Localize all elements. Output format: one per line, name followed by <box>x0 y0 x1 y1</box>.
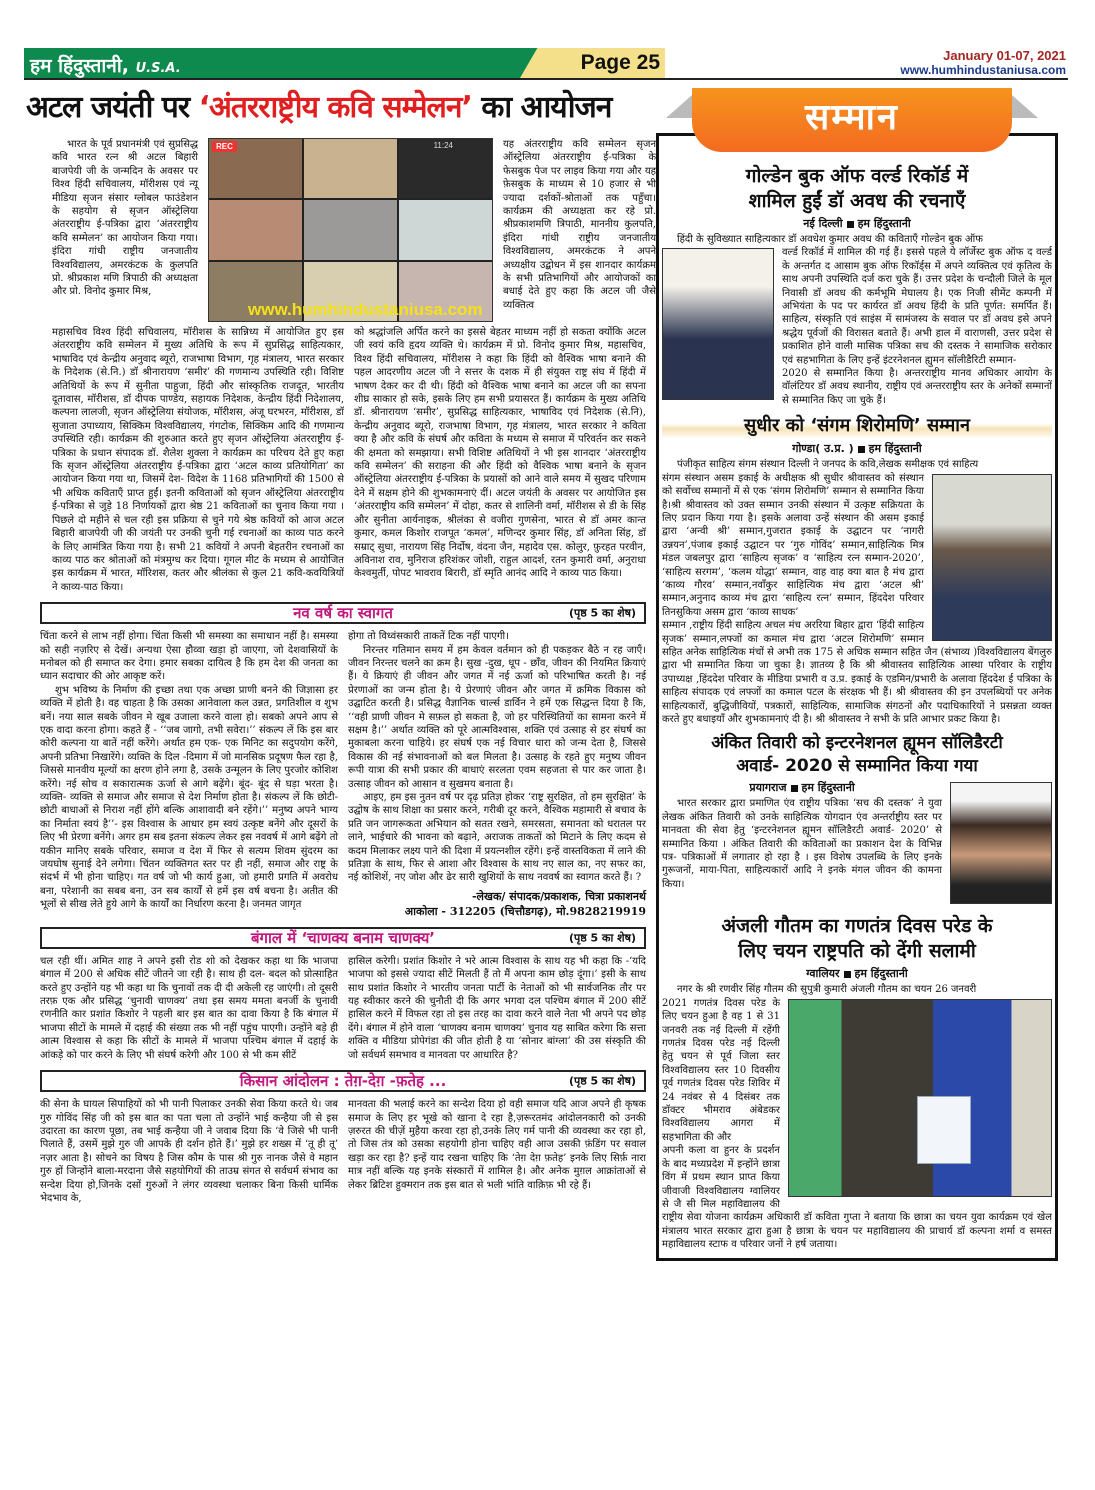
section-title-bengal: बंगाल में ‘चाणक्य बनाम चाणक्य’ <box>250 928 436 947</box>
bengal-col1 <box>40 955 338 1062</box>
lead-col2-intro-text: यह अंतरराष्ट्रीय कवि सम्मेलन सृजन ऑस्ट्रेलिया अंतरराष्ट्रीय ई-पत्रिका के फेसबुक पेज पर लाइव किया गया और यह फ़ेसबुक के माध्यम से 10 हजार से भी ज्यादा दर्शकों-श्रोताओं तक पहुँचा। कार्यक्रम की अध्यक्षता कर रहे प्रो. श्रीप्रकाशमणि त्रिपाठी, माननीय कुलपति, इंदिरा गांधी राष्ट्रीय जनजातीय विश्वविद्यालय, अमरकंटक ने अपने अध्यक्षीय उद्बोधन में इस शानदार कार्यक्रम के सभी प्रतिभागियों और आयोजकों का बधाई देते हुए कहा कि अटल जी जैसे व्यक्तित्व <box>503 139 656 311</box>
section-title-kisan: किसान आंदोलन : तेग़-देग़ -फ़तेह ... <box>239 1072 447 1091</box>
headline-part1: अटल जयंती पर <box>26 90 190 125</box>
website-link[interactable]: www.humhindustaniusa.com <box>900 63 1066 77</box>
nav-varsh-col1-p1: चिंता करने से लाभ नहीं होगा। चिंता किसी भी समस्या का समाधान नहीं है। समस्या को सही नज़रिए से देखें। अन्यथा ऐसा हौव्वा खड़ा हो जाएगा, जो देशवासियों के मनोबल को ही समाप्त कर देगा। हमार सबका दायित्व है कि हम देश की जनता का ध्यान सदाचार की ओर आकृष्ट करें। <box>40 631 338 683</box>
samman-banner-text: सम्मान <box>805 97 899 138</box>
section-bar-kisan <box>40 1070 646 1092</box>
lead-headline <box>26 86 646 130</box>
kisan-col2 <box>348 1098 646 1192</box>
masthead-rule <box>24 78 1068 80</box>
bullet-square-icon <box>791 785 798 792</box>
kisan-col1-text: की सेना के घायल सिपाहियों को भी पानी पिलाकर उनकी सेवा किया करते थे। जब गुरु गोविंद सिंह जी को इस बात का पता चला तो उन्होंने भाई कन्हैया जी से इस उदारता का कारण पूछा, तब भाई कन्हैया जी ने जवाब दिया कि ‘वे जिसे भी पानी पिलाते हैं, उसमें मुझे गुरु जी आपके ही दर्शन होते हैं।’ मुझे हर शख्स में ‘तू ही तू’ नज़र आता है। सोचने का विषय है जिस कौम के पास श्री गुरु नानक जैसे वे महान गुरु हों जिन्होंने बाला-मरदाना जैसे सहयोगियों की ताउम्र संगत से सर्वधर्म संभाव का सन्देश दिया हो,जिनके दसों गुरुओं ने लंगर व्यवस्था चलाकर बिना किसी धार्मिक भेदभाव के, <box>40 1099 338 1204</box>
ankit-tiwari-photo <box>950 782 1052 904</box>
issue-date: January 01-07, 2021 <box>943 48 1066 63</box>
paper-name-text: हम हिंदुस्तानी, <box>30 55 129 77</box>
story2-place: गोण्डा( उ.प्र. ) <box>792 442 854 456</box>
story3-body: भारत सरकार द्वारा प्रमाणित एंव राष्ट्रीय पत्रिका ‘सच की दस्तक’ ने युवा लेखक अंकित तिवारी को उनके साहित्यिक योगदान एंव अन्तर्राष्ट्रीय स्तर पर मानवता की सेवा हेतु ‘इन्टरनेशनल ह्यूमन सॉलिडैरटी अवार्ड- 2020’ से सम्मानित किया । अंकित तिवारी की कविताओं का प्रकाशन देश के विभिन्न पत्र- पत्रिकाओं में लगातार हो रहा है । इस विशेष उपलब्धि के लिए इनके गुरूजनों, माया-पिता, साहित्यकारों आदि ने इनके मंगल जीवन की कामना किया। <box>662 798 942 890</box>
participant-tile <box>304 139 397 198</box>
nav-varsh-col1 <box>40 630 338 912</box>
zoom-grid <box>208 138 493 322</box>
nav-varsh-col2-p2: निरन्तर गतिमान समय में हम केवल वर्तमान को ही पकड़कर बैठे न रह जाएँ। जीवन निरन्तर चलने का क्रम है। सुख -दुख, धूप - छाँव, जीवन की नियमित क्रियाएं हैं। ये क्रियाएं ही जीवन और जगत में नई ऊर्जा को परिभाषित करती है। नई प्रेरणाओं का जन्म होता है। ये प्रेरणाएं जीवन और जगत में क्रमिक विकास को उद्घाटित करती है। प्रसिद्ध वैज्ञानिक चार्ल्स डार्विन ने हमें एक सिद्धन्त दिया है कि, ‘‘वही प्राणी जीवन मे सफ़ल हो सकता है, जो हर परिस्थितियों का सामना करने में सक्षम है।’’ अर्थात व्यक्ति को पूरे आत्मविश्वास, शक्ति एवं उत्साह से हर संघर्ष का मुकाबला करना चाहिये। हर संघर्ष एक नई विचार धारा को जन्म देता है, जिससे विकास की नई संभावनाओं को बल मिलता है। उत्साह के रहते हुए मनुष्य जीवन रूपी यात्रा की सभी प्रकार की बाधाएं सरलता एवम सहजता से पार कर जाता है। उत्साह जीवन को आसान व सुखमय बनाता है। <box>348 644 646 790</box>
story1-text <box>662 233 1052 407</box>
rec-badge: REC <box>212 141 237 152</box>
author-byline: -लेखक/ संपादक/प्रकाशक, चित्रा प्रकाशनर्थ <box>471 889 646 903</box>
headline-highlight: ‘अंतरराष्ट्रीय कवि सम्मेलन’ <box>198 90 472 125</box>
bullet-square-icon <box>844 971 851 978</box>
bengal-col2-text: हासिल करेगी। प्रशांत किशोर ने भरे आत्म विश्वास के साथ यह भी कहा कि -‘यदि भाजपा को इससे ज्यादा सीटें मिलती हैं तो मैं अपना काम छोड़ दूंगा।’ इसी के साथ साथ प्रशांत किशोर ने भारतीय जनता पार्टी के नेताओं को भी सार्वजनिक तौर पर यह स्वीकार करने की चुनौती दी कि अगर भगवा दल पश्चिम बंगाल में 200 सीटें हासिल करने में विफल रहा तो इस तरह का दावा करने वाले नेता भी अपने पद छोड़ देंगे। बंगाल में होने वाला ‘चाणक्य बनाम चाणक्य’ चुनाव यह साबित करेगा कि सत्ता शक्ति व मीडिया प्रोपेगंडा की जीत होती है या ‘सोनार बांग्ला’ की उस संस्कृति की जो सर्वधर्म समभाव व मानवता पर आधारित है? <box>348 955 646 1061</box>
anjali-gautam-photo <box>788 999 1052 1197</box>
story2-lead: पंजीकृत साहित्य संगम संस्थान दिल्ली ने जनपद के कवि,लेखक समीक्षक एवं साहित्य <box>677 459 979 471</box>
author-address: आकोला - 312205 (चित्तौडगढ़), मो.9828219919 <box>404 904 646 918</box>
bengal-col1-text: चल रही थीं। अमित शाह ने अपने इसी रोड शो को देखकर कहा था कि भाजपा बंगाल में 200 से अधिक सीटें जीतने जा रही है। साथ ही दल- बदल को प्रोत्साहित करते हुए उन्होंने यह भी कहा था कि चुनावों तक दी दी अकेली रह जाएंगी। तो दूसरी तरफ़ एक और प्रसिद्ध ‘चुनावी चाणक्य’ तथा इस समय ममता बनर्जी के चुनावी रणनीति कार प्रशांत किशोर ने पहली बार इस बात का दावा किया है कि बंगाल में भाजपा सीटों के मामले में दहाई की संख्या तक भी नहीं पहुंच पाएगी। उन्होंने बड़े ही आत्म विश्वास से कहा कि सीटों के मामले में भाजपा पश्चिम बंगाल में दहाई के आंकड़े को पार करने के लिए भी संघर्ष करेगी और 100 से भी कम सीटें <box>40 955 338 1061</box>
participant-tile <box>399 200 492 259</box>
story3-headline-line1: अंकित तिवारी को इन्टरनेशनल ह्यूमन सॉलिडैरटी <box>711 733 1003 754</box>
story2-tail: सम्मान ,राष्ट्रीय हिंदी साहित्य अचल मंच अररिया बिहार द्वारा ‘हिंदी साहित्य सृजक’ सम्मान,लफ्जों का कमाल मंच द्वारा ‘अटल शिरोमणि’ सम्मान सहित अनेक साहित्यिक मंचों से अभी तक 175 से अधिक सम्मान सहित जैन (संभाव्य )विश्वविद्यालय बेंगलुरु द्वारा भी सम्मानित किया जा चुका है। ज्ञातव्य है कि श्री श्रीवास्तव साहित्यिक आस्था परिवार के राष्ट्रीय उपाध्यक्ष ,हिंददेश परिवार के मीडिया प्रभारी व उ.प्र. इकाई के एडमिन/प्रभारी के अलावा हिंददेश ई पत्रिका के साहित्य संपादक एवं लफ्जों का कमाल पटल के संरक्षक भी हैं। श्री श्रीवास्तव की इन उपलब्धियों पर अनेक साहित्यकारों, बुद्धिजीवियों, पत्रकारों, साहित्यिक, सामाजिक संगठनों और पदाधिकारियों ने प्रसन्नता व्यक्त करते हुए बधाइयाँ और शुभकामनाएं दी है। श्री श्रीवास्तव ने सभी के प्रति आभार प्रकट किया है। <box>662 620 1052 725</box>
nav-varsh-body <box>40 630 646 919</box>
paper-name <box>30 52 181 78</box>
continued-ref: (पृष्ठ 5 का शेष) <box>568 606 636 620</box>
story4-body: 2021 गणतंत्र दिवस परेड के लिए चयन हुआ है वह 1 से 31 जनवरी तक नई दिल्ली में रहेंगी गणतंत्र दिवस परेड नई दिल्ली हेतु चयन से पूर्व जिला स्तर विश्वविद्यालय स्तर 10 दिवसीय पूर्व गणतंत्र दिवस परेड शिविर में 24 नवंबर से 4 दिसंबर तक डॉक्टर भीमराव अंबेडकर विश्वविद्यालय आगरा में सहभागिता की और <box>662 997 780 1143</box>
story2-headline: सुधीर को ‘संगम शिरोमणि’ सम्मान <box>662 413 1052 439</box>
story3-place: प्रयागराज <box>749 781 787 795</box>
headline-part2: का आयोजन <box>481 90 612 125</box>
certificate-image <box>917 1096 971 1164</box>
page-number: Page 25 <box>580 51 660 74</box>
story4-source: हम हिंदुस्तानी <box>854 967 908 981</box>
lead-col2-intro <box>503 138 656 322</box>
lead-col1-body <box>52 326 344 594</box>
story1-headline-line1: गोल्डेन बुक ऑफ वर्ल्ड रिकॉर्ड में <box>745 165 969 187</box>
kisan-body <box>40 1098 646 1205</box>
nav-varsh-col2 <box>348 630 646 919</box>
story2-text <box>662 458 1052 726</box>
story1 <box>662 158 1052 407</box>
bullet-square-icon <box>847 221 854 228</box>
story1-body: वर्ल्ड रिकॉर्ड में शामिल की गई हैं। इससे पहले ये लॉर्जेस्ट बुक ऑफ द वर्ल्ड के अन्तर्गत द आसाम बुक ऑफ रिकॉर्ड्स में अपने व्यक्तित्व एवं कृतित्व के साथ अपनी उपस्थिति दर्ज करा चुके हैं। उत्तर प्रदेश के चन्दौली जिले के मूल निवासी डॉ अवध की कर्मभूमि मेघालय है। एक निजी सीमेंट कम्पनी में अभियंता के पद पर कार्यरत डॉ अवध हिंदी के प्रति पूर्णत: समर्पित हैं। साहित्य, संस्कृति एवं साइंस में सामंजस्य के सवाल पर डॉ अवध इसे अपने श्रद्धेय पूर्वजों की विरासत बताते हैं। अभी हाल में वाराणसी, उत्तर प्रदेश से प्रकाशित होने वाली मासिक पत्रिका सच की दस्तक ने सामाजिक सरोकार एवं सहभागिता के लिए इन्हें इंटरनेशनल ह्युमन सॉलीडैरिटी सम्मान- <box>782 247 1052 366</box>
sudhir-photo <box>932 474 1052 641</box>
zoom-meeting-photo <box>208 138 493 322</box>
dr-awadh-photo <box>662 248 774 400</box>
participant-tile <box>304 200 397 259</box>
section-bar-nav-varsh <box>40 602 646 624</box>
nav-varsh-col1-p2: शुभ भविष्य के निर्माण की इच्छा तथा एक अच्छा प्राणी बनने की जिज्ञासा हर व्यक्ति में होती है। वह चाहता है कि उसका आनेवाला कल उन्नत, प्रगतिशील व शुभ बनें। नया साल सबके जीवन मे खूब उजाला करने वाला हो। सबको अपने आप से एक वादा करना होगा। कहते हैं - ‘‘जब जागो, तभी सवेरा।’’ संकल्प लें कि इस बार कोरी कल्पना या बातें नहीं करेंगे। अर्थात हम एक- एक मिनिट का सदुपयोग करेंगे, अपनी प्रतिभा निखारेंगे। व्यक्ति के दिल -दिमाग में जो मानसिक प्रदूषण फैल रहा है, जिससे मानवीय मूल्यों का क्षरण होने लगा है, उसके उन्मूलन के लिए पुरजोर कोशिश करेंगे। नई सोच व सकारात्मक ऊर्जा से आगे बढ़ेंगे। बूंद- बूंद से घड़ा भरता है। व्यक्ति- व्यक्ति से समाज और समाज से देश निर्माण होता है। संकल्प लें कि छोटी- छोटी बाधाओं से निराश नहीं होंगे बल्कि आशावादी बने रहेंगे।’’ मनुष्य अपने भाग्य का निर्माता स्वयं है’’- इस विश्वास के आधार हम स्वयं उत्कृष्ट बनेंगे और दूसरों के लिए भी प्रेरणा बनेंगे। अगर हम सब इतना संकल्प लेकर इस नववर्ष में आगे बढ़ेंगे तो यकीन मानिए सबके परिवार, समाज व देश में फिर से सत्यम शिवम सुंदरम का जयघोष सुनाई देने लगेगा। चिंतन व्यक्तिगत स्तर पर ही नहीं, समाज और राष्ट्र के संदर्भ में भी होना चाहिए। गत वर्ष जो भी कार्य हुआ, जो हमारी प्रगति में अवरोध बना, परेशानी का सबब बना, उन सब कार्यों से हमें इस वर्ष बचना है। अतीत की भूलों से सीख लेते हुये आगे के कार्यों का निर्धारण करना है। जनमत जागृत <box>40 684 338 911</box>
meeting-time: 11:24 <box>433 141 453 150</box>
story2-body: संगम संस्थान असम इकाई के अधीक्षक श्री सुधीर श्रीवास्तव को संस्थान को सर्वोच्च सम्मानों में से एक ‘संगम शिरोमणि’ सम्मान से सम्मानित किया है।श्री श्रीवास्तव को उक्त सम्मान उनकी संस्थान में उत्कृष्ट सक्रियता के लिए प्रदान किया गया है। इसके अलावा उन्हें संस्थान की असम इकाई द्वारा ‘अन्वी श्री’ सम्मान,गुजरात इकाई के उद्घाटन पर ‘नागरी उन्नयन’,पंजाब इकाई उद्घाटन पर ‘गुरु गोविंद’ सम्मान,साहित्यिक मित्र मंडल जबलपुर द्वारा ‘साहित्य सृजक’ व ‘साहित्य रत्न सम्मान-2020’, ‘साहित्य सरगम’, ‘कलम योद्धा’ सम्मान, वाह वाह क्या बात है मंच द्वारा ‘काव्य गौरव’ सम्मान,नवाँकुर साहित्यिक मंच द्वारा ‘अटल श्री’ सम्मान,अनुनाद काव्य मंच द्वारा ‘साहित्य रत्न’ सम्मान, हिंददेश परिवार तिनसुकिया असम द्वारा ‘काव्य साधक’ <box>662 472 924 618</box>
story1-source: हम हिंदुस्तानी <box>857 217 911 230</box>
bengal-body <box>40 955 646 1062</box>
continued-ref: (पृष्ठ 5 का शेष) <box>568 931 636 945</box>
story3-headline-line2: अवार्ड- 2020 से सम्मानित किया गया <box>736 756 978 777</box>
story3 <box>662 726 1052 908</box>
story4-text <box>662 983 1052 1251</box>
story4-headline <box>662 914 1052 964</box>
story4-headline-line1: अंजली गौतम का गणतंत्र दिवस परेड के <box>721 915 993 938</box>
lead-article <box>52 138 656 594</box>
kisan-col2-text: मानवता की भलाई करने का सन्देश दिया हो वही समाज यदि आज अपने ही कृषक समाज के लिए हर भूखे को खाना दे रहा है,ज़रूरतमंद आंदोलनकारी को उनकी ज़रुरत की चीज़ें मुहैया करवा रहा हो,उनके लिए गर्म पानी की व्यवस्था कर रहा हो, तो जिस तंत्र को उसका सहयोगी होना चाहिए वही आज उसकी फ़ंडिंग पर सवाल खड़ा कर रहा है? इन्हें याद रखना चाहिए कि ‘तेग़ देग़ फ़तेह’ इनके लिए सिर्फ़ नारा मात्र नहीं बल्कि यह इनके संस्कारों में शामिल है। और अनेक मुग़ल आक्रांताओं से लेकर ब्रिटिश हुक्मरान तक इस बात से भली भांति वाक़िफ़ भी रहे हैं। <box>348 1099 646 1191</box>
story1-tail: 2020 से सम्मानित किया है। अन्तरराष्ट्रीय मानव अधिकार आयोग के वॉलंटियर डॉ अवध स्थानीय, राष्ट्रीय एवं अन्तरराष्ट्रीय स्तर के अनेकों सम्मानों से सम्मानित किए जा चुके हैं। <box>782 368 1052 406</box>
lead-col1-intro-text: भारत के पूर्व प्रधानमंत्री एवं सुप्रसिद्ध कवि भारत रत्न श्री अटल बिहारी बाजपेयी जी के जन्मदिन के अवसर पर विश्व हिंदी सचिवालय, मॉरीशस एवं न्यू मीडिया सृजन संसार ग्लोबल फाउंडेशन के सहयोग से सृजन ऑस्ट्रेलिया अंतरराष्ट्रीय ई-पत्रिका द्वारा ‘अंतरराष्ट्रीय कवि सम्मेलन’ का आयोजन किया गया। इंदिरा गांधी राष्ट्रीय जनजातीय विश्वविद्यालय, अमरकंटक के कुलपति प्रो. श्रीप्रकाश मणि त्रिपाठी की अध्यक्षता और प्रो. विनोद कुमार मिश्र, <box>52 139 198 298</box>
continued-ref: (पृष्ठ 5 का शेष) <box>568 1074 636 1088</box>
lead-col1-intro <box>52 138 198 322</box>
story4-lead: नगर के श्री रणवीर सिंह गौतम की सुपुत्री कुमारी अंजली गौतम का चयन 26 जनवरी <box>677 984 977 996</box>
section-bar-bengal <box>40 927 646 949</box>
bullet-square-icon <box>858 446 865 453</box>
story1-place: नई दिल्ली <box>803 217 843 230</box>
story2-dateline <box>662 441 1052 456</box>
photo-watermark: www.humhindustaniusa.com <box>248 300 483 319</box>
nav-varsh-columns <box>40 630 646 919</box>
story4-dateline <box>662 966 1052 981</box>
samman-panel <box>656 133 1058 1261</box>
story4-headline-line2: लिए चयन राष्ट्रपति को देंगी सलामी <box>738 940 976 963</box>
paper-suffix: U.S.A. <box>135 61 181 76</box>
lead-col2-body <box>354 326 646 581</box>
kisan-col1 <box>40 1098 338 1205</box>
nav-varsh-col2-p1: होगा तो विध्वंसकारी ताकतें टिक नहीं पाएगी। <box>348 631 509 643</box>
lead-col1-body-text: महासचिव विश्व हिंदी सचिवालय, मॉरीशस के सान्निध्य में आयोजित हुए इस अंतरराष्ट्रीय कवि सम्मेलन में मुख्य अतिथि के रूप में सुप्रसिद्ध साहित्यकार, भाषाविद एवं केन्द्रीय अनुवाद ब्यूरो, राजभाषा विभाग, गृह मंत्रालय, भारत सरकार के निदेशक (से.नि.) डॉ श्रीनारायण ‘समीर’ की गणमान्य उपस्थिति रही। विशिष्ट अतिथियों के रूप में सुनीता पाहुजा, हिंदी और सांस्कृतिक राजदूत, भारतीय दूतावास, मॉरीशस, डॉ दीपक पाण्डेय, सहायक निदेशक, केन्द्रीय हिंदी निदेशालय, कल्पना लालजी, सृजन ऑस्ट्रेलिया संयोजक, मॉरीशस, अंजू घरभरन, मॉरीशस, डॉ सुजाता उपाध्याय, सिक्किम विश्वविद्यालय, गंगटोक, सिक्किम आदि की गणमान्य उपस्थिति रही। कार्यक्रम की शुरुआत करते हुए सृजन ऑस्ट्रेलिया अंतरराष्ट्रीय ई-पत्रिका के प्रधान संपादक डॉ. शैलेश शुक्ला ने कार्यक्रम का परिचय देते हुए कहा कि सृजन ऑस्ट्रेलिया अंतरराष्ट्रीय ई-पत्रिका द्वारा ‘अटल काव्य प्रतियोगिता’ का आयोजन किया गया था, जिसमें देश- विदेश के 1168 प्रतिभागियों की 1500 से भी अधिक कविताएँ प्राप्त हुईं। इतनी कविताओं को सृजन ऑस्ट्रेलिया अंतरराष्ट्रीय ई-पत्रिका से जुड़े 18 निर्णायकों द्वारा श्रेष्ठ 21 कविताओं का चुनाव किया गया । पिछले दो महीने से चल रही इस प्रक्रिया से चुने गये श्रेष्ठ कवियों को आज अटल बिहारी बाजपेयी जी की जयंती पर उनकी चुनी गई रचनाओं का काव्य पाठ करने के लिए आमंत्रित किया गया है। सभी 21 कवियों ने अपनी बेहतरीन रचनाओं का काव्य पाठ कर श्रोताओं को मंत्रमुग्ध कर दिया। गूगल मीट के मध्यम से आयोजित इस कार्यक्रम में भारत, मॉरिशस, कतर और श्रीलंका से कुल 21 कवि-कवयित्रियों ने काव्य-पाठ किया। <box>52 327 344 593</box>
bengal-col2 <box>348 955 646 1062</box>
story2 <box>662 407 1052 726</box>
story4 <box>662 908 1052 1251</box>
story1-headline <box>662 164 1052 214</box>
story1-headline-line2: शामिल हुईं डॉ अवध की रचनाएँ <box>748 190 966 212</box>
story1-dateline <box>662 216 1052 231</box>
left-column <box>26 86 656 1205</box>
story3-source: हम हिंदुस्तानी <box>801 781 855 795</box>
lead-body-row <box>52 326 646 594</box>
story4-place: ग्वालियर <box>806 967 840 981</box>
story2-source: हम हिंदुस्तानी <box>868 442 922 456</box>
participant-tile <box>209 200 302 259</box>
lead-top-row <box>52 138 656 322</box>
section-title-nav-varsh: नव वर्ष का स्वागत <box>293 604 393 623</box>
story4-tail: अपनी कला वा हुनर के प्रदर्शन के बाद मध्यप्रदेश में इन्होंने छात्रा विंग में प्रथम स्थान प्राप्त किया जीवाजी विश्वविद्यालय ग्वालियर से जै सी मिल महाविद्यालय की राष्ट्रीय सेवा योजना कार्यक्रम अधिकारी डॉ कविता गुप्ता ने बताया कि छात्रा का चयन युवा कार्यक्रम एवं खेल मंत्रालय भारत सरकार द्वारा हुआ है छात्रा के चयन पर महाविद्यालय की प्राचार्य डॉ कल्पना शर्मा व समस्त महाविद्यालय स्टाफ व परिवार जनों ने हर्ष जताया। <box>662 1145 1052 1251</box>
lead-col2-body-text: को श्रद्धांजलि अर्पित करने का इससे बेहतर माध्यम नहीं हो सकता क्योंकि अटल जी स्वयं कवि हृदय व्यक्ति थे। कार्यक्रम में प्रो. विनोद कुमार मिश्र, महासचिव, विश्व हिंदी सचिवालय, मॉरीशस ने कहा कि हिंदी को वैश्विक भाषा बनाने की पहल आदरणीय अटल जी ने सत्तर के दशक में ही संयुक्त राष्ट्र संघ में हिंदी में भाषण देकर कर दी थी। हिंदी को वैश्विक भाषा बनाने का अटल जी का सपना शीघ्र साकार हो सके, इसके लिए हम सभी प्रयासरत हैं। कार्यक्रम के मुख्य अतिथि डॉ. श्रीनारायण ‘समीर’, सुप्रसिद्ध साहित्यकार, भाषाविद एवं निदेशक (से.नि), केन्द्रीय अनुवाद ब्यूरो, राजभाषा विभाग, गृह मंत्रालय, भारत सरकार ने कविता क्या है और कवि के संघर्ष और कविता के मध्यम से समाज में परिवर्तन कर सकने की क्षमता को समझाया। सभी विशिष्ट अतिथियों ने भी इस शानदार ‘अंतरराष्ट्रीय कवि सम्मेलन’ की सराहना की और हिंदी को वैश्विक भाषा बनाने के सृजन ऑस्ट्रेलिया अंतरराष्ट्रीय ई-पत्रिका के प्रयासों को आने वाले समय में सुखद परिणाम देने में सक्षम होने की शुभकामनाएं दीं। अटल जयंती के अवसर पर आयोजित इस ‘अंतरराष्ट्रीय कवि सम्मेलन’ में दोहा, कतर से शालिनी वर्मा, मॉरीशस से डी के सिंह और सुनीता आर्यनाइक, श्रीलंका से वजीरा गुणसेना, भारत से डॉ अमर कान्त कुमार, कमल किशोर राजपूत ‘कमल’, मणिन्दर कुमार सिंह, डॉ अनिता सिंह, डॉ सम्राट् सुधा, नारायण सिंह निर्दोष, वंदना जैन, महादेव एस. कोलुर, फ़ुरहत परवीन, अविनाश राव, मुनिराज हरिशंकर जोशी, राहुल आदर्श, रतन कुमारी वर्मा, अनुराधा केश्वमुर्ती, पोपट भावराव बिरारी, डॉ स्मृति आनंद आदि ने काव्य पाठ किया। <box>354 327 646 580</box>
story3-headline <box>662 732 1052 778</box>
nav-varsh-col2-p3: आइए, हम इस नुतन वर्ष पर दृढ़ प्रतिज्ञ होकर ‘राष्ट्र सुरक्षित, तो हम सुरक्षित’ के उद्घोष के साथ शिक्षा का प्रसार करने, गरीबी दूर करने, वैश्विक महामारी से बचाव के प्रति जन जागरूकता अभियान को सतत रखने, समरसता, समानता को धरातल पर लाने, भाईचारे की भावना को बढ़ाने, अराजक ताकतों को मिटाने के लिए कदम से कदम मिलाकर लक्ष्य पाने की दिशा में प्रयत्नशील रहेंगे। इन्हें वास्तविकता में लाने की प्रतिज्ञा के साथ, फिर से आशा और विश्वास के साथ नए साल का, नए सफर का, नई कोशिशें, नए जोश और ढेर सारी खुशियों के साथ नववर्ष का स्वागत करते हैं। ? <box>348 792 646 884</box>
story1-lead: हिंदी के सुविख्यात साहित्यकार डॉ अवधेश कुमार अवध की कविताएँ गोल्डेन बुक ऑफ <box>677 234 983 245</box>
